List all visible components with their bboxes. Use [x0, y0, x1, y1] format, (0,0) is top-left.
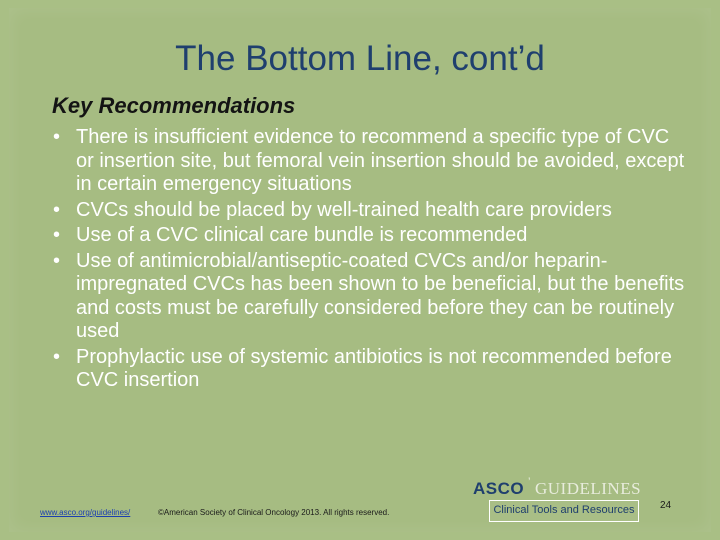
logo-tagline-box [489, 500, 639, 522]
bullet-marker: • [53, 345, 61, 368]
logo-brand: ASCO [473, 479, 525, 498]
bullet-marker: • [53, 126, 61, 148]
bullet-item [52, 199, 692, 223]
logo-tagline: Clinical Tools and Resources [493, 504, 635, 516]
bullet-text: There is insufficient evidence to recommend a specific type of CVC or insertion site, but femoral vein insertion should be avoided, except in certain emergency situations [76, 126, 685, 195]
bullet-text: Prophylactic use of systemic antibiotics is not recommended before CVC insertion [76, 345, 672, 391]
copyright-text: ©American Society of Clinical Oncology 2013. All rights reserved. [158, 508, 390, 517]
bullet-list [52, 126, 692, 395]
page-number: 24 [660, 500, 672, 511]
bullet-text: CVCs should be placed by well-trained health care providers [76, 198, 612, 221]
bullet-marker: • [53, 249, 61, 272]
bullet-item [52, 346, 692, 393]
asco-guidelines-logo [473, 478, 641, 522]
logo-product: GUIDELINES [535, 479, 642, 498]
bullet-text: Use of a CVC clinical care bundle is recommended [76, 224, 528, 246]
bullet-item [52, 250, 692, 344]
bullet-item [52, 224, 692, 248]
bullet-item [52, 126, 692, 197]
guidelines-link[interactable]: www.asco.org/guidelines/ [40, 508, 131, 517]
bullet-text: Use of antimicrobial/antiseptic-coated CVCs and/or heparin-impregnated CVCs has been shown to be beneficial, but the benefits and costs must be carefully considered before they can be routinely used [76, 249, 685, 342]
bullet-marker: • [53, 198, 61, 221]
logo-mark: ’ [528, 476, 531, 488]
slide-title: The Bottom Line, cont’d [175, 39, 545, 78]
slide-subtitle: Key Recommendations [52, 93, 296, 118]
bullet-marker: • [53, 224, 61, 246]
